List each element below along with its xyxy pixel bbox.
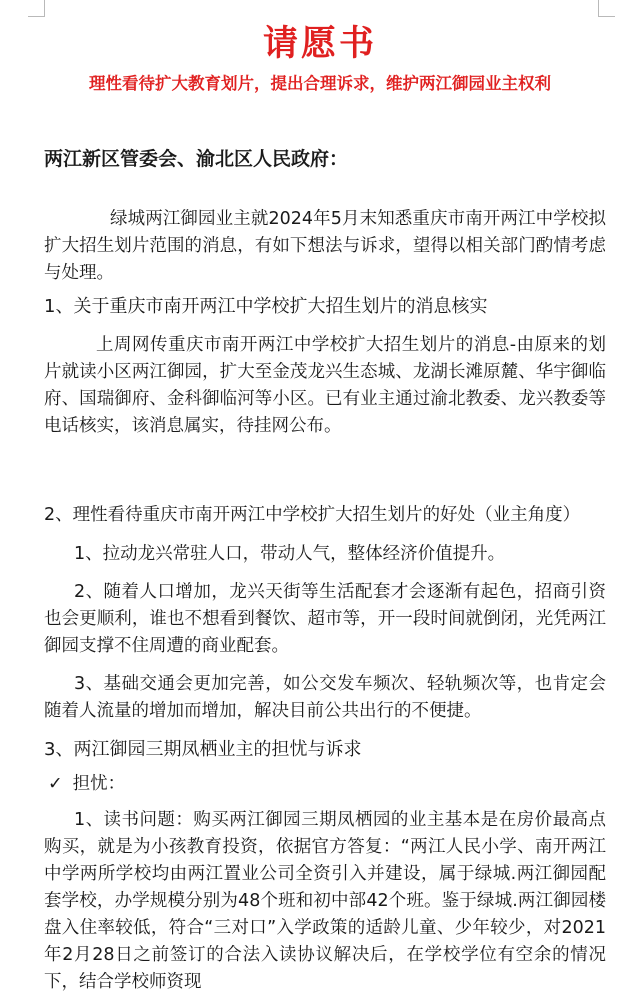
document-body <box>44 146 606 996</box>
section-1-heading: 1、关于重庆市南开两江中学校扩大招生划片的消息核实 <box>44 296 488 317</box>
crop-mark-top-right <box>598 0 615 17</box>
checkmark-icon: ✓ <box>48 774 63 794</box>
section-1-body: 上周网传重庆市南开两江中学校扩大招生划片的消息-由原来的划片就读小区两江御园，扩大至金茂龙兴生态城、龙湖长滩原麓、华宇御临府、国瑞御府、金科御临河等小区。已有业主通过渝北教委、龙兴教委等电话核实，该消息属实，待挂网公布。 <box>44 335 606 436</box>
concern-label: 担忧： <box>72 774 126 794</box>
paragraph-spacer <box>44 440 606 502</box>
section-2-heading: 2、理性看待重庆市南开两江中学校扩大招生划片的好处（业主角度） <box>44 505 581 525</box>
section-3-heading: 3、两江御园三期凤栖业主的担忧与诉求 <box>44 739 362 760</box>
document-title: 请愿书 <box>262 24 377 64</box>
concern-label-line <box>44 771 606 798</box>
section-2-item-1: 1、拉动龙兴常驻人口，带动人气，整体经济价值提升。 <box>74 544 506 564</box>
addressee: 两江新区管委会、渝北区人民政府： <box>44 148 349 170</box>
section-2-item-3: 3、基础交通会更加完善，如公交发车频次、轻轨频次等，也肯定会随着人流量的增加而增加，解决目前公共出行的不便捷。 <box>44 674 606 721</box>
document-subtitle: 理性看待扩大教育划片，提出合理诉求，维护两江御园业主权利 <box>89 74 551 93</box>
crop-mark-top-left <box>28 0 45 17</box>
section-2-item-2: 2、随着人口增加，龙兴天街等生活配套才会逐渐有起色，招商引资也会更顺利，谁也不想看到餐饮、超市等，开一段时间就倒闭，光凭两江御园支撑不住周遭的商业配套。 <box>44 582 606 656</box>
section-3-item-1: 1、读书问题：购买两江御园三期凤栖园的业主基本是在房价最高点购买，就是为小孩教育投资，依据官方答复：“两江人民小学、南开两江中学两所学校均由两江置业公司全资引入并建设，属于绿城.两江御园配套学校，办学规模分别为48个班和初中部42个班。鉴于绿城.两江御园楼盘入住率较低，符合“三对口”入学政策的适龄儿童、少年较少，对2021年2月28日之前签订的合法入读协议解决后，在学校学位有空余的情况下，结合学校师资现 <box>44 810 606 992</box>
intro-paragraph: 绿城两江御园业主就2024年5月末知悉重庆市南开两江中学校拟扩大招生划片范围的消息，有如下想法与诉求，望得以相关部门酌情考虑与处理。 <box>44 209 606 283</box>
